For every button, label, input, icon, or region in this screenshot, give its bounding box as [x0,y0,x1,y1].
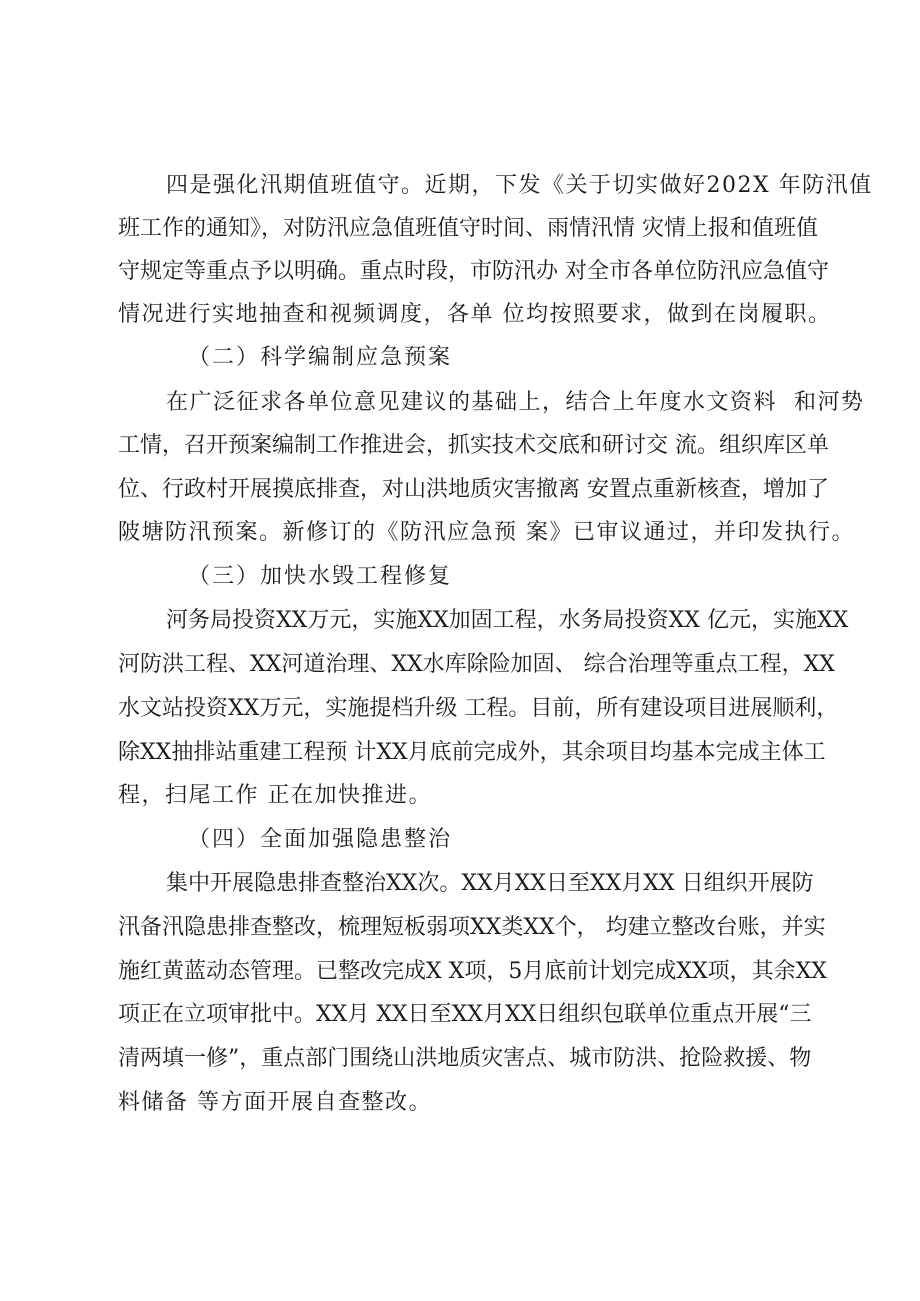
paragraph-line: 施红黄蓝动态管理。已整改完成X X项，5月底前计划完成XX项，其余XX [118,959,827,984]
section-heading: （三）加快水毁工程修复 [188,564,453,589]
paragraph-line: 守规定等重点予以明确。重点时段，市防汛办 对全市各单位防汛应急值守 [118,259,829,284]
section-heading: （二）科学编制应急预案 [188,345,453,370]
paragraph-line: 水文站投资XX万元，实施提档升级 工程。目前，所有建设项目进展顺利， [118,696,839,721]
paragraph-line: 位、行政村开展摸底排查，对山洪地质灾害撤离 安置点重新核查，增加了 [118,477,829,502]
paragraph-line: 项正在立项审批中。XX月 XX日至XX月XX日组织包联单位重点开展“三 [118,1002,812,1027]
paragraph-line: 在广泛征求各单位意见建议的基础上，结合上年度水文资料 和河势 [166,390,865,415]
paragraph-line: 程，扫尾工作 正在加快推进。 [118,783,432,808]
paragraph-line: 清两填一修”，重点部门围绕山洪地质灾害点、城市防洪、抢险救援、物 [118,1046,812,1071]
paragraph-line: 班工作的通知》，对防汛应急值班值守时间、雨情汛情 灾情上报和值班值 [118,216,818,241]
paragraph-line: 工情，召开预案编制工作推进会，抓实技术交底和研讨交 流。组织库区单 [118,433,829,458]
paragraph-line: 汛备汛隐患排查整改，梳理短板弱项XX类XX个， 均建立整改台账，并实 [118,915,826,940]
paragraph-line: 陂塘防汛预案。新修订的《防汛应急预 案》已审议通过，并印发执行。 [118,520,855,545]
paragraph-line: 四是强化汛期值班值守。近期，下发《关于切实做好202X 年防汛值 [166,173,873,198]
section-heading: （四）全面加强隐患整治 [188,827,453,852]
paragraph-line: 河防洪工程、XX河道治理、XX水库除险加固、 综合治理等重点工程，XX [118,652,835,677]
paragraph-line: 集中开展隐患排查整治XX次。XX月XX日至XX月XX 日组织开展防 [166,871,814,896]
paragraph-line: 除XX抽排站重建工程预 计XX月底前完成外，其余项目均基本完成主体工 [118,740,826,765]
paragraph-line: 情况进行实地抽查和视频调度，各单 位均按照要求，做到在岗履职。 [118,302,832,327]
paragraph-line: 料储备 等方面开展自查整改。 [118,1090,432,1115]
paragraph-line: 河务局投资XX万元，实施XX加固工程，水务局投资XX 亿元，实施XX [166,608,849,633]
